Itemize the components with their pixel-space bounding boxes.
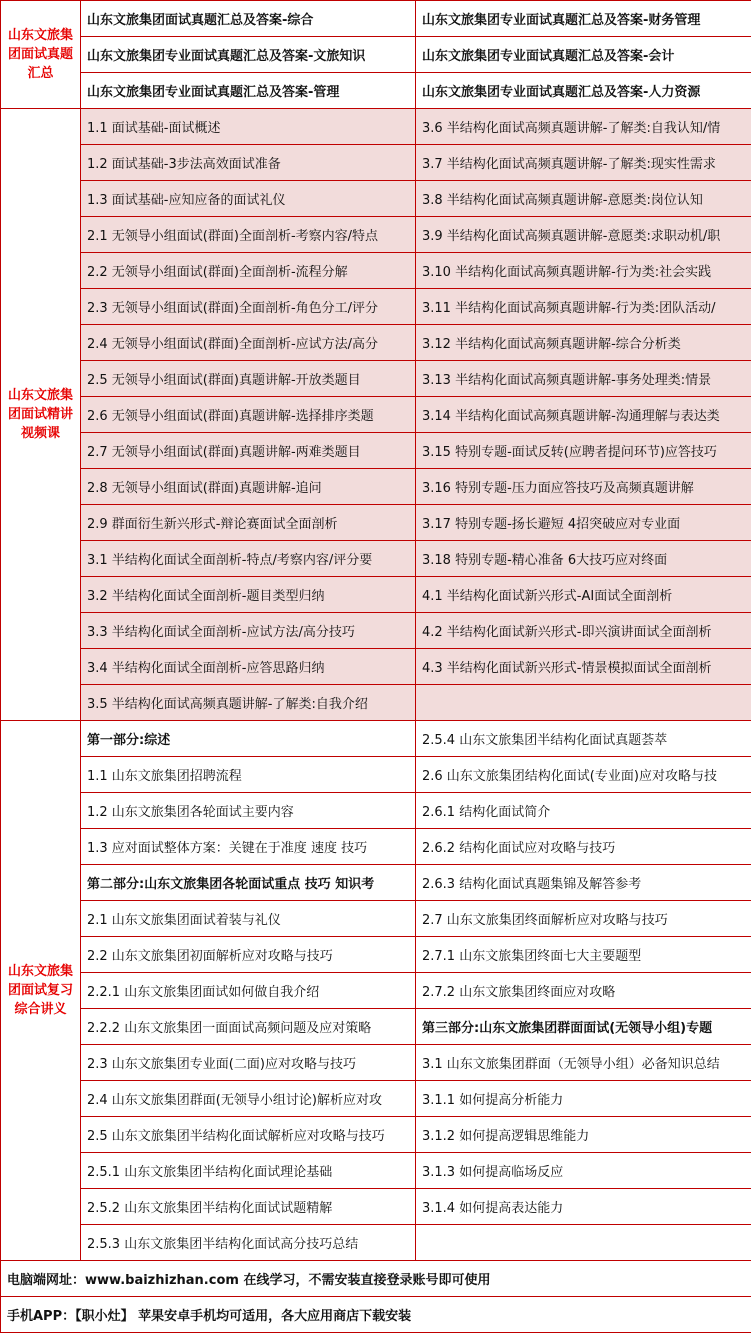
handout-item: 3.1.4 如何提高表达能力	[416, 1189, 751, 1225]
handout-row	[1, 901, 751, 937]
handout-item: 3.1.3 如何提高临场反应	[416, 1153, 751, 1189]
question-bank-row	[1, 37, 751, 73]
video-lesson-item[interactable]: 2.8 无领导小组面试(群面)真题讲解-追问	[81, 469, 416, 505]
handout-item: 3.1.1 如何提高分析能力	[416, 1081, 751, 1117]
video-lesson-item[interactable]: 3.16 特别专题-压力面应答技巧及高频真题讲解	[416, 469, 751, 505]
video-lesson-item[interactable]: 3.12 半结构化面试高频真题讲解-综合分析类	[416, 325, 751, 361]
question-bank-link[interactable]: 山东文旅集团专业面试真题汇总及答案-会计	[416, 37, 751, 73]
video-lesson-item[interactable]: 2.5 无领导小组面试(群面)真题讲解-开放类题目	[81, 361, 416, 397]
handout-item: 2.7.1 山东文旅集团终面七大主要题型	[416, 937, 751, 973]
video-lesson-item	[416, 685, 751, 721]
video-lesson-item[interactable]: 3.14 半结构化面试高频真题讲解-沟通理解与表达类	[416, 397, 751, 433]
section-label-video-course: 山东文旅集团面试精讲视频课	[1, 109, 81, 721]
handout-item: 2.6.3 结构化面试真题集锦及解答参考	[416, 865, 751, 901]
handout-row	[1, 793, 751, 829]
handout-item: 1.3 应对面试整体方案：关键在于准度 速度 技巧	[81, 829, 416, 865]
handout-part-heading: 第一部分:综述	[81, 721, 416, 757]
video-lesson-item[interactable]: 2.7 无领导小组面试(群面)真题讲解-两难类题目	[81, 433, 416, 469]
handout-item: 2.5 山东文旅集团半结构化面试解析应对攻略与技巧	[81, 1117, 416, 1153]
handout-row	[1, 865, 751, 901]
video-lesson-row	[1, 505, 751, 541]
handout-item	[416, 1225, 751, 1261]
video-lesson-row	[1, 685, 751, 721]
video-lesson-row	[1, 361, 751, 397]
handout-item: 2.6.1 结构化面试简介	[416, 793, 751, 829]
footer-web-info: 电脑端网址：www.baizhizhan.com 在线学习，不需安装直接登录账号即可使用	[1, 1261, 751, 1297]
question-bank-link[interactable]: 山东文旅集团面试真题汇总及答案-综合	[81, 1, 416, 37]
handout-row	[1, 937, 751, 973]
video-lesson-item[interactable]: 3.1 半结构化面试全面剖析-特点/考察内容/评分要	[81, 541, 416, 577]
handout-item: 1.2 山东文旅集团各轮面试主要内容	[81, 793, 416, 829]
handout-row	[1, 1225, 751, 1261]
question-bank-row	[1, 73, 751, 109]
video-lesson-item[interactable]: 4.3 半结构化面试新兴形式-情景模拟面试全面剖析	[416, 649, 751, 685]
handout-item: 2.7 山东文旅集团终面解析应对攻略与技巧	[416, 901, 751, 937]
video-lesson-item[interactable]: 3.7 半结构化面试高频真题讲解-了解类:现实性需求	[416, 145, 751, 181]
handout-row	[1, 829, 751, 865]
question-bank-link[interactable]: 山东文旅集团专业面试真题汇总及答案-财务管理	[416, 1, 751, 37]
question-bank-link[interactable]: 山东文旅集团专业面试真题汇总及答案-文旅知识	[81, 37, 416, 73]
course-table-body	[1, 1, 751, 1333]
section-label-handout: 山东文旅集团面试复习综合讲义	[1, 721, 81, 1261]
handout-item: 2.2.2 山东文旅集团一面面试高频问题及应对策略	[81, 1009, 416, 1045]
video-lesson-row	[1, 217, 751, 253]
handout-item: 2.6.2 结构化面试应对攻略与技巧	[416, 829, 751, 865]
handout-item: 1.1 山东文旅集团招聘流程	[81, 757, 416, 793]
video-lesson-item[interactable]: 3.10 半结构化面试高频真题讲解-行为类:社会实践	[416, 253, 751, 289]
video-lesson-row	[1, 541, 751, 577]
handout-item: 2.5.4 山东文旅集团半结构化面试真题荟萃	[416, 721, 751, 757]
video-lesson-row	[1, 613, 751, 649]
video-lesson-row	[1, 253, 751, 289]
handout-item: 2.6 山东文旅集团结构化面试(专业面)应对攻略与技	[416, 757, 751, 793]
video-lesson-item[interactable]: 3.15 特别专题-面试反转(应聘者提问环节)应答技巧	[416, 433, 751, 469]
question-bank-link[interactable]: 山东文旅集团专业面试真题汇总及答案-管理	[81, 73, 416, 109]
video-lesson-item[interactable]: 2.1 无领导小组面试(群面)全面剖析-考察内容/特点	[81, 217, 416, 253]
handout-item: 2.2 山东文旅集团初面解析应对攻略与技巧	[81, 937, 416, 973]
video-lesson-row	[1, 649, 751, 685]
video-lesson-item[interactable]: 4.1 半结构化面试新兴形式-AI面试全面剖析	[416, 577, 751, 613]
handout-item: 3.1.2 如何提高逻辑思维能力	[416, 1117, 751, 1153]
handout-item: 2.5.2 山东文旅集团半结构化面试试题精解	[81, 1189, 416, 1225]
video-lesson-row	[1, 433, 751, 469]
video-lesson-row	[1, 397, 751, 433]
handout-part-heading: 第二部分:山东文旅集团各轮面试重点 技巧 知识考	[81, 865, 416, 901]
video-lesson-row	[1, 577, 751, 613]
handout-item: 2.2.1 山东文旅集团面试如何做自我介绍	[81, 973, 416, 1009]
video-lesson-item[interactable]: 2.9 群面衍生新兴形式-辩论赛面试全面剖析	[81, 505, 416, 541]
handout-item: 2.5.1 山东文旅集团半结构化面试理论基础	[81, 1153, 416, 1189]
question-bank-link[interactable]: 山东文旅集团专业面试真题汇总及答案-人力资源	[416, 73, 751, 109]
video-lesson-row	[1, 145, 751, 181]
handout-row	[1, 1045, 751, 1081]
footer-row	[1, 1297, 751, 1333]
handout-row	[1, 721, 751, 757]
video-lesson-item[interactable]: 3.2 半结构化面试全面剖析-题目类型归纳	[81, 577, 416, 613]
video-lesson-item[interactable]: 3.17 特别专题-扬长避短 4招突破应对专业面	[416, 505, 751, 541]
video-lesson-item[interactable]: 4.2 半结构化面试新兴形式-即兴演讲面试全面剖析	[416, 613, 751, 649]
handout-item: 2.7.2 山东文旅集团终面应对攻略	[416, 973, 751, 1009]
video-lesson-item[interactable]: 3.8 半结构化面试高频真题讲解-意愿类:岗位认知	[416, 181, 751, 217]
handout-item: 2.4 山东文旅集团群面(无领导小组讨论)解析应对攻	[81, 1081, 416, 1117]
handout-item: 3.1 山东文旅集团群面（无领导小组）必备知识总结	[416, 1045, 751, 1081]
video-lesson-item[interactable]: 3.4 半结构化面试全面剖析-应答思路归纳	[81, 649, 416, 685]
footer-app-info: 手机APP：【职小灶】 苹果安卓手机均可适用，各大应用商店下载安装	[1, 1297, 751, 1333]
handout-row	[1, 1189, 751, 1225]
video-lesson-item[interactable]: 2.3 无领导小组面试(群面)全面剖析-角色分工/评分	[81, 289, 416, 325]
handout-row	[1, 1009, 751, 1045]
handout-item: 2.5.3 山东文旅集团半结构化面试高分技巧总结	[81, 1225, 416, 1261]
footer-row	[1, 1261, 751, 1297]
video-lesson-item[interactable]: 3.11 半结构化面试高频真题讲解-行为类:团队活动/	[416, 289, 751, 325]
video-lesson-row	[1, 325, 751, 361]
handout-row	[1, 1117, 751, 1153]
video-lesson-item[interactable]: 3.3 半结构化面试全面剖析-应试方法/高分技巧	[81, 613, 416, 649]
handout-row	[1, 1081, 751, 1117]
video-lesson-item[interactable]: 3.9 半结构化面试高频真题讲解-意愿类:求职动机/职	[416, 217, 751, 253]
video-lesson-item[interactable]: 1.1 面试基础-面试概述	[81, 109, 416, 145]
video-lesson-row	[1, 181, 751, 217]
question-bank-row	[1, 1, 751, 37]
video-lesson-row	[1, 289, 751, 325]
handout-item: 2.3 山东文旅集团专业面(二面)应对攻略与技巧	[81, 1045, 416, 1081]
video-lesson-item[interactable]: 1.3 面试基础-应知应备的面试礼仪	[81, 181, 416, 217]
handout-part-heading: 第三部分:山东文旅集团群面面试(无领导小组)专题	[416, 1009, 751, 1045]
video-lesson-item[interactable]: 2.6 无领导小组面试(群面)真题讲解-选择排序类题	[81, 397, 416, 433]
handout-row	[1, 1153, 751, 1189]
video-lesson-item[interactable]: 2.2 无领导小组面试(群面)全面剖析-流程分解	[81, 253, 416, 289]
video-lesson-item[interactable]: 2.4 无领导小组面试(群面)全面剖析-应试方法/高分	[81, 325, 416, 361]
video-lesson-item[interactable]: 3.6 半结构化面试高频真题讲解-了解类:自我认知/情	[416, 109, 751, 145]
video-lesson-row	[1, 469, 751, 505]
video-lesson-row	[1, 109, 751, 145]
section-label-question-bank: 山东文旅集团面试真题汇总	[1, 1, 81, 109]
handout-item: 2.1 山东文旅集团面试着装与礼仪	[81, 901, 416, 937]
video-lesson-item[interactable]: 3.18 特别专题-精心准备 6大技巧应对终面	[416, 541, 751, 577]
video-lesson-item[interactable]: 1.2 面试基础-3步法高效面试准备	[81, 145, 416, 181]
video-lesson-item[interactable]: 3.5 半结构化面试高频真题讲解-了解类:自我介绍	[81, 685, 416, 721]
handout-row	[1, 757, 751, 793]
handout-row	[1, 973, 751, 1009]
video-lesson-item[interactable]: 3.13 半结构化面试高频真题讲解-事务处理类:情景	[416, 361, 751, 397]
